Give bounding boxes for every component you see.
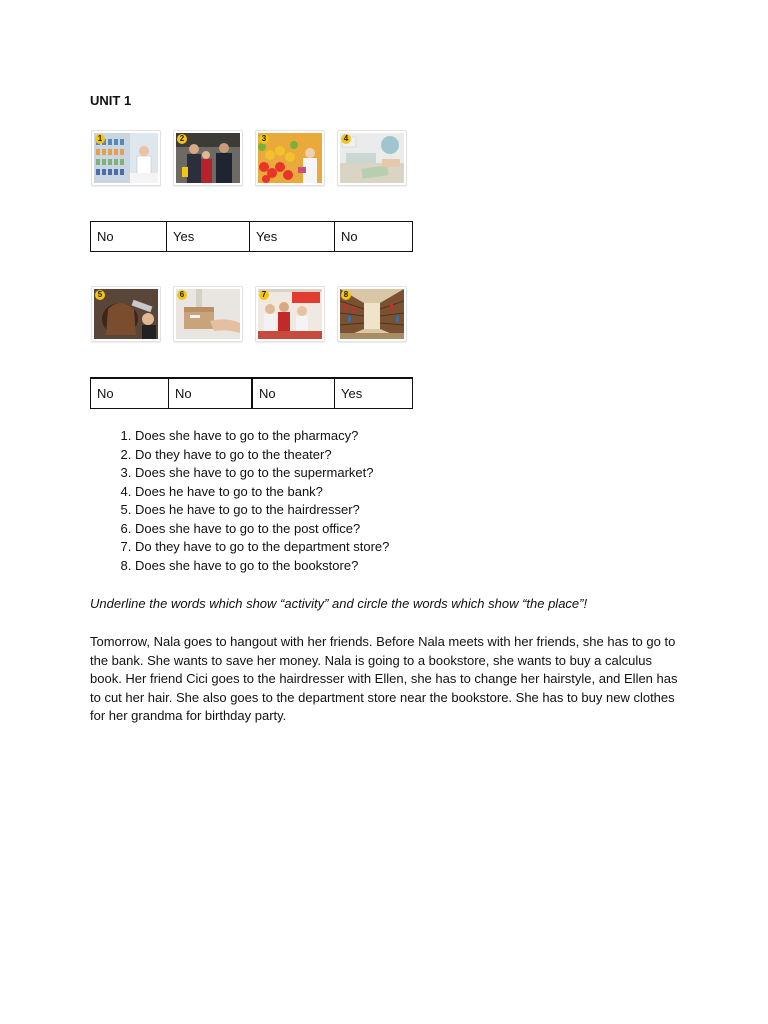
photo-row-1 bbox=[91, 130, 407, 186]
pharmacy-photo bbox=[91, 130, 161, 186]
answer-table-1 bbox=[90, 221, 413, 252]
bookstore-photo bbox=[337, 286, 407, 342]
page-title: UNIT 1 bbox=[90, 93, 132, 108]
answer-cell[interactable]: No bbox=[335, 222, 413, 252]
photo-row-2 bbox=[91, 286, 407, 342]
answer-cell[interactable]: Yes bbox=[250, 222, 335, 252]
post-office-photo bbox=[173, 286, 243, 342]
photo-number-badge: 1 bbox=[95, 134, 105, 144]
question-list bbox=[90, 427, 695, 575]
answer-cell[interactable]: No bbox=[252, 378, 335, 409]
photo-number-badge: 2 bbox=[177, 134, 187, 144]
instruction-text: Underline the words which show “activity” and circle the words which show “the place”! bbox=[90, 596, 588, 611]
question-item: 6. Does she have to go to the post office? bbox=[135, 520, 695, 539]
question-item: 3. Does she have to go to the supermarket? bbox=[135, 464, 695, 483]
department-store-photo bbox=[255, 286, 325, 342]
answer-table-2 bbox=[90, 377, 413, 409]
answer-cell[interactable]: No bbox=[169, 378, 253, 409]
question-item: 1. Does she have to go to the pharmacy? bbox=[135, 427, 695, 446]
question-item: 5. Does he have to go to the hairdresser? bbox=[135, 501, 695, 520]
theater-photo bbox=[173, 130, 243, 186]
story-paragraph: Tomorrow, Nala goes to hangout with her friends. Before Nala meets with her friends, she has to go to the bank. She wants to save her money. Nala is going to a bookstore, she wants to buy a calculus book. Her friend Cici goes to the hairdresser with Ellen, she has to change her hairstyle, and Ellen has to cut her hair. She also goes to the department store near the bookstore. She has to buy new clothes for her grandma for birthday party. bbox=[90, 634, 678, 724]
photo-number-badge: 3 bbox=[259, 134, 269, 144]
answer-cell[interactable]: Yes bbox=[167, 222, 250, 252]
photo-number-badge: 4 bbox=[341, 134, 351, 144]
photo-number-badge: 6 bbox=[177, 290, 187, 300]
supermarket-photo bbox=[255, 130, 325, 186]
answer-row bbox=[91, 222, 413, 252]
answer-cell[interactable]: No bbox=[91, 222, 167, 252]
question-item: 8. Does she have to go to the bookstore? bbox=[135, 557, 695, 576]
photo-number-badge: 7 bbox=[259, 290, 269, 300]
photo-number-badge: 8 bbox=[341, 290, 351, 300]
photo-number-badge: 5 bbox=[95, 290, 105, 300]
question-item: 4. Does he have to go to the bank? bbox=[135, 483, 695, 502]
question-item: 7. Do they have to go to the department store? bbox=[135, 538, 695, 557]
answer-row bbox=[91, 378, 413, 409]
hairdresser-photo bbox=[91, 286, 161, 342]
answer-cell[interactable]: No bbox=[91, 378, 169, 409]
answer-cell[interactable]: Yes bbox=[335, 378, 413, 409]
bank-photo bbox=[337, 130, 407, 186]
question-item: 2. Do they have to go to the theater? bbox=[135, 446, 695, 465]
